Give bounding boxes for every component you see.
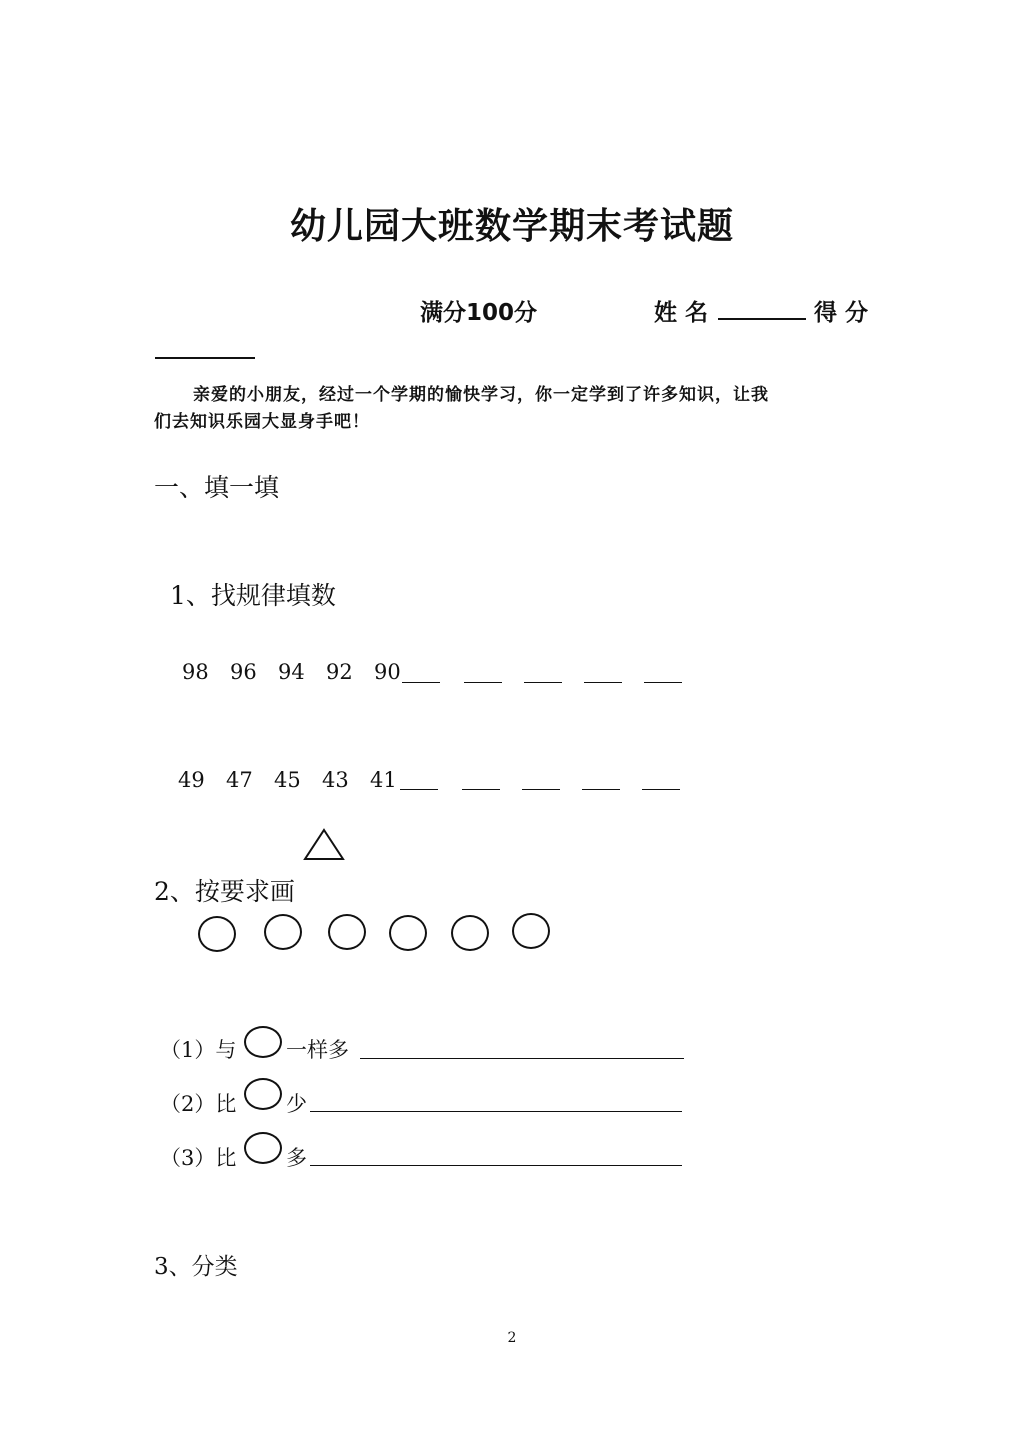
seq-number: 98 xyxy=(182,660,209,684)
sequence-2 xyxy=(178,768,397,792)
sub-item-1-label: （1）与 xyxy=(160,1038,237,1062)
sub-item-3-suffix: 多 xyxy=(286,1146,307,1170)
seq-number: 94 xyxy=(278,660,305,684)
answer-line[interactable] xyxy=(360,1058,684,1059)
sub-item-1-suffix: 一样多 xyxy=(286,1038,349,1062)
answer-blank[interactable] xyxy=(462,789,500,790)
intro-line-1: 亲爱的小朋友，经过一个学期的愉快学习，你一定学到了许多知识，让我 xyxy=(193,385,769,405)
name-blank xyxy=(718,318,806,320)
seq-number: 92 xyxy=(326,660,353,684)
seq-number: 41 xyxy=(370,768,397,792)
seq-number: 90 xyxy=(374,660,401,684)
seq-number: 43 xyxy=(322,768,349,792)
seq-number: 45 xyxy=(274,768,301,792)
answer-blank[interactable] xyxy=(524,682,562,683)
answer-blank[interactable] xyxy=(464,682,502,683)
page-number: 2 xyxy=(507,1330,517,1346)
section-heading: 一、填一填 xyxy=(154,473,280,502)
intro-line-2: 们去知识乐园大显身手吧！ xyxy=(154,412,370,432)
circle-icon xyxy=(328,914,366,950)
circle-icon xyxy=(451,915,489,951)
name-label: 姓名 xyxy=(654,300,716,326)
circle-icon xyxy=(244,1132,282,1164)
triangle-icon xyxy=(302,828,346,862)
answer-blank[interactable] xyxy=(522,789,560,790)
sub-item-2-suffix: 少 xyxy=(286,1092,307,1116)
answer-line[interactable] xyxy=(310,1165,682,1166)
circle-icon xyxy=(264,914,302,950)
question-2-label: 2、按要求画 xyxy=(154,877,295,906)
circle-icon xyxy=(512,913,550,949)
answer-blank[interactable] xyxy=(644,682,682,683)
question-3-label: 3、分类 xyxy=(154,1254,238,1280)
answer-blank[interactable] xyxy=(584,682,622,683)
circle-icon xyxy=(198,916,236,952)
sequence-1 xyxy=(182,660,401,684)
circle-icon xyxy=(244,1078,282,1110)
answer-blank[interactable] xyxy=(642,789,680,790)
circle-icon xyxy=(389,915,427,951)
sub-item-3-label: （3）比 xyxy=(160,1146,237,1170)
answer-blank[interactable] xyxy=(402,682,440,683)
circle-icon xyxy=(244,1026,282,1058)
answer-line[interactable] xyxy=(310,1111,682,1112)
score-blank xyxy=(155,357,255,359)
page-title: 幼儿园大班数学期末考试题 xyxy=(289,206,734,247)
seq-number: 49 xyxy=(178,768,205,792)
seq-number: 96 xyxy=(230,660,257,684)
sub-item-2-label: （2）比 xyxy=(160,1092,237,1116)
answer-blank[interactable] xyxy=(582,789,620,790)
answer-blank[interactable] xyxy=(400,789,438,790)
question-1-label: 1、找规律填数 xyxy=(170,581,336,610)
seq-number: 47 xyxy=(226,768,253,792)
full-score-label: 满分100分 xyxy=(420,300,538,326)
score-label: 得分 xyxy=(814,300,876,326)
